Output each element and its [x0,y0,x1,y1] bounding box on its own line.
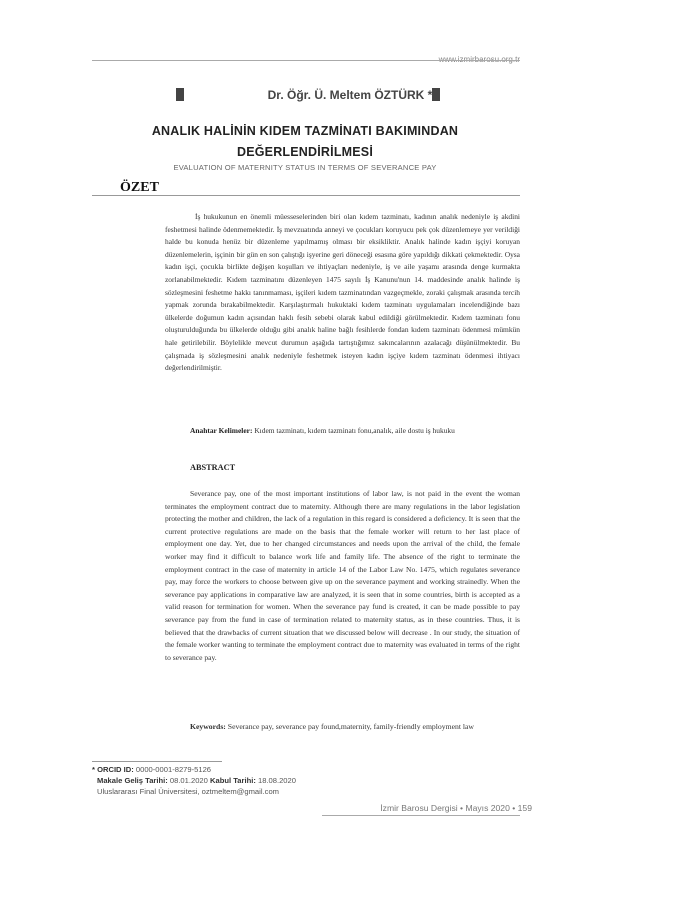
orcid-value: 0000-0001-8279-5126 [133,765,212,774]
abstract-keywords [165,721,520,734]
abstract-paragraph: Severance pay, one of the most important institutions of labor law, is not paid in the event the woman terminates the employment contract due to maternity. Although there are many regulations in the labor legislation protecting the mother and children, the lack of a regulation in this regard is considered a deficiency. It is seen that the current protective regulations are made on the basis that the female worker will return to her last place of employment one day. Yet, due to her changed circumstances and needs upon the arrival of the child, the female worker may find it difficult to balance work life and family life. The absence of the right to terminate the employment contract in the case of maternity in article 14 of the Labor Law No. 1475, which regulates severance pay, may force the workers to choose between give up on the severance payment and working strainedly. When the severance pay applications in comparative law are analyzed, it is seen that in some countries, birth is accepted as a valid reason for termination for women. When the severance pay fund is created, it can be made possible to pay severance pay from the fund in case of termination related to maternity status, as in these countries. Thus, it is believed that the drawbacks of current situation that we discussed below will decrease . In our study, the situation of the female worker wanting to terminate the employment contract due to maternity was evaluated in terms of the right to severance pay. [165,489,520,662]
author-name: Dr. Öğr. Ü. Meltem ÖZTÜRK * [267,88,433,102]
footnote-rule [92,761,222,762]
abstract-heading: ABSTRACT [190,463,236,472]
submitted-label: Makale Geliş Tarihi: [97,776,168,785]
journal-footer: İzmir Barosu Dergisi • Mayıs 2020 • 159 [380,803,532,813]
abstract-keywords-label: Keywords: [190,722,226,731]
ozet-keywords [165,425,520,438]
article-title-line1: ANALIK HALİNİN KIDEM TAZMİNATI BAKIMINDAN [151,124,459,138]
submitted-value: 08.01.2020 [167,776,210,785]
ozet-keywords-text: Kıdem tazminatı, kıdem tazminatı fonu,analık, aile dostu iş hukuku [252,426,455,435]
footnote-dates [97,776,296,785]
abstract-keywords-text: Severance pay, severance pay found,maternity, family-friendly employment law [225,722,474,731]
footnote-affiliation: Uluslararası Final Üniversitesi, oztmeltem@gmail.com [97,787,279,796]
right-square-ornament [432,88,440,101]
ozet-keywords-label: Anahtar Kelimeler: [190,426,253,435]
header-rule [92,60,520,61]
article-subtitle: EVALUATION OF MATERNITY STATUS IN TERMS OF SEVERANCE PAY [173,163,437,172]
footnote-orcid [92,765,211,774]
ozet-rule [92,195,520,196]
orcid-label: * ORCID ID: [92,765,134,774]
footer-rule [322,815,520,816]
ozet-heading: ÖZET [120,180,159,195]
ozet-paragraph: İş hukukunun en önemli müesseselerinden biri olan kıdem tazminatı, kadının analık nedeniyle iş akdini feshetmesi halinde ödenmemektedir. İş mevzuatında anneyi ve çocukları koruyucu pek çok düzenlemeye yer verildiği halde bu konuda henüz bir düzenleme yapılmamış olması bir eksikliktir. Analık halinde kadın işçiyi koruyan düzenlemelerin, işçinin bir gün en son çalıştığı işyerine geri döneceği esasına göre yapıldığı dikkati çekmektedir. Oysa kadın işçi, çocukla birlikte değişen koşulları ve ihtiyaçları nedeniyle, iş ve aile yaşamı arasında denge kurmakta zorlanabilmektedir. Kıdem tazminatını düzenleyen 1475 sayılı İş Kanunu'nun 14. maddesinde analık halinde iş sözleşmesini feshetme hakkı tanınmaması, işçileri kıdem tazminatından vazgeçmekle, zoraki çalışmak arasında tercih yapmak zorunda bırakabilmektedir. Karşılaştırmalı hukuktaki kıdem tazminatı uygulamaları incelendiğinde bazı ülkelerde doğumun kadın açısından haklı fesih sebebi olarak kabul edildiği görülmektedir. Kıdem tazminatı fonu oluşturulduğunda bu ülkelerde olduğu gibi analık haline bağlı fesihlerde fondan kıdem tazminatı ödenmesi mümkün hale getirilebilir. Böylelikle mevcut durumun aşağıda tartıştığımız sakıncalarının azalacağı düşünülmektedir. Bu çalışmada iş sözleşmesini analık nedeniyle feshetmek isteyen kadın işçiye kıdem tazminatı ödenmesi ihtiyacı değerlendirilmiştir. [165,212,520,373]
accepted-label: Kabul Tarihi: [210,776,256,785]
article-title-line2: DEĞERLENDİRİLMESİ [236,145,374,159]
accepted-value: 18.08.2020 [255,776,296,785]
